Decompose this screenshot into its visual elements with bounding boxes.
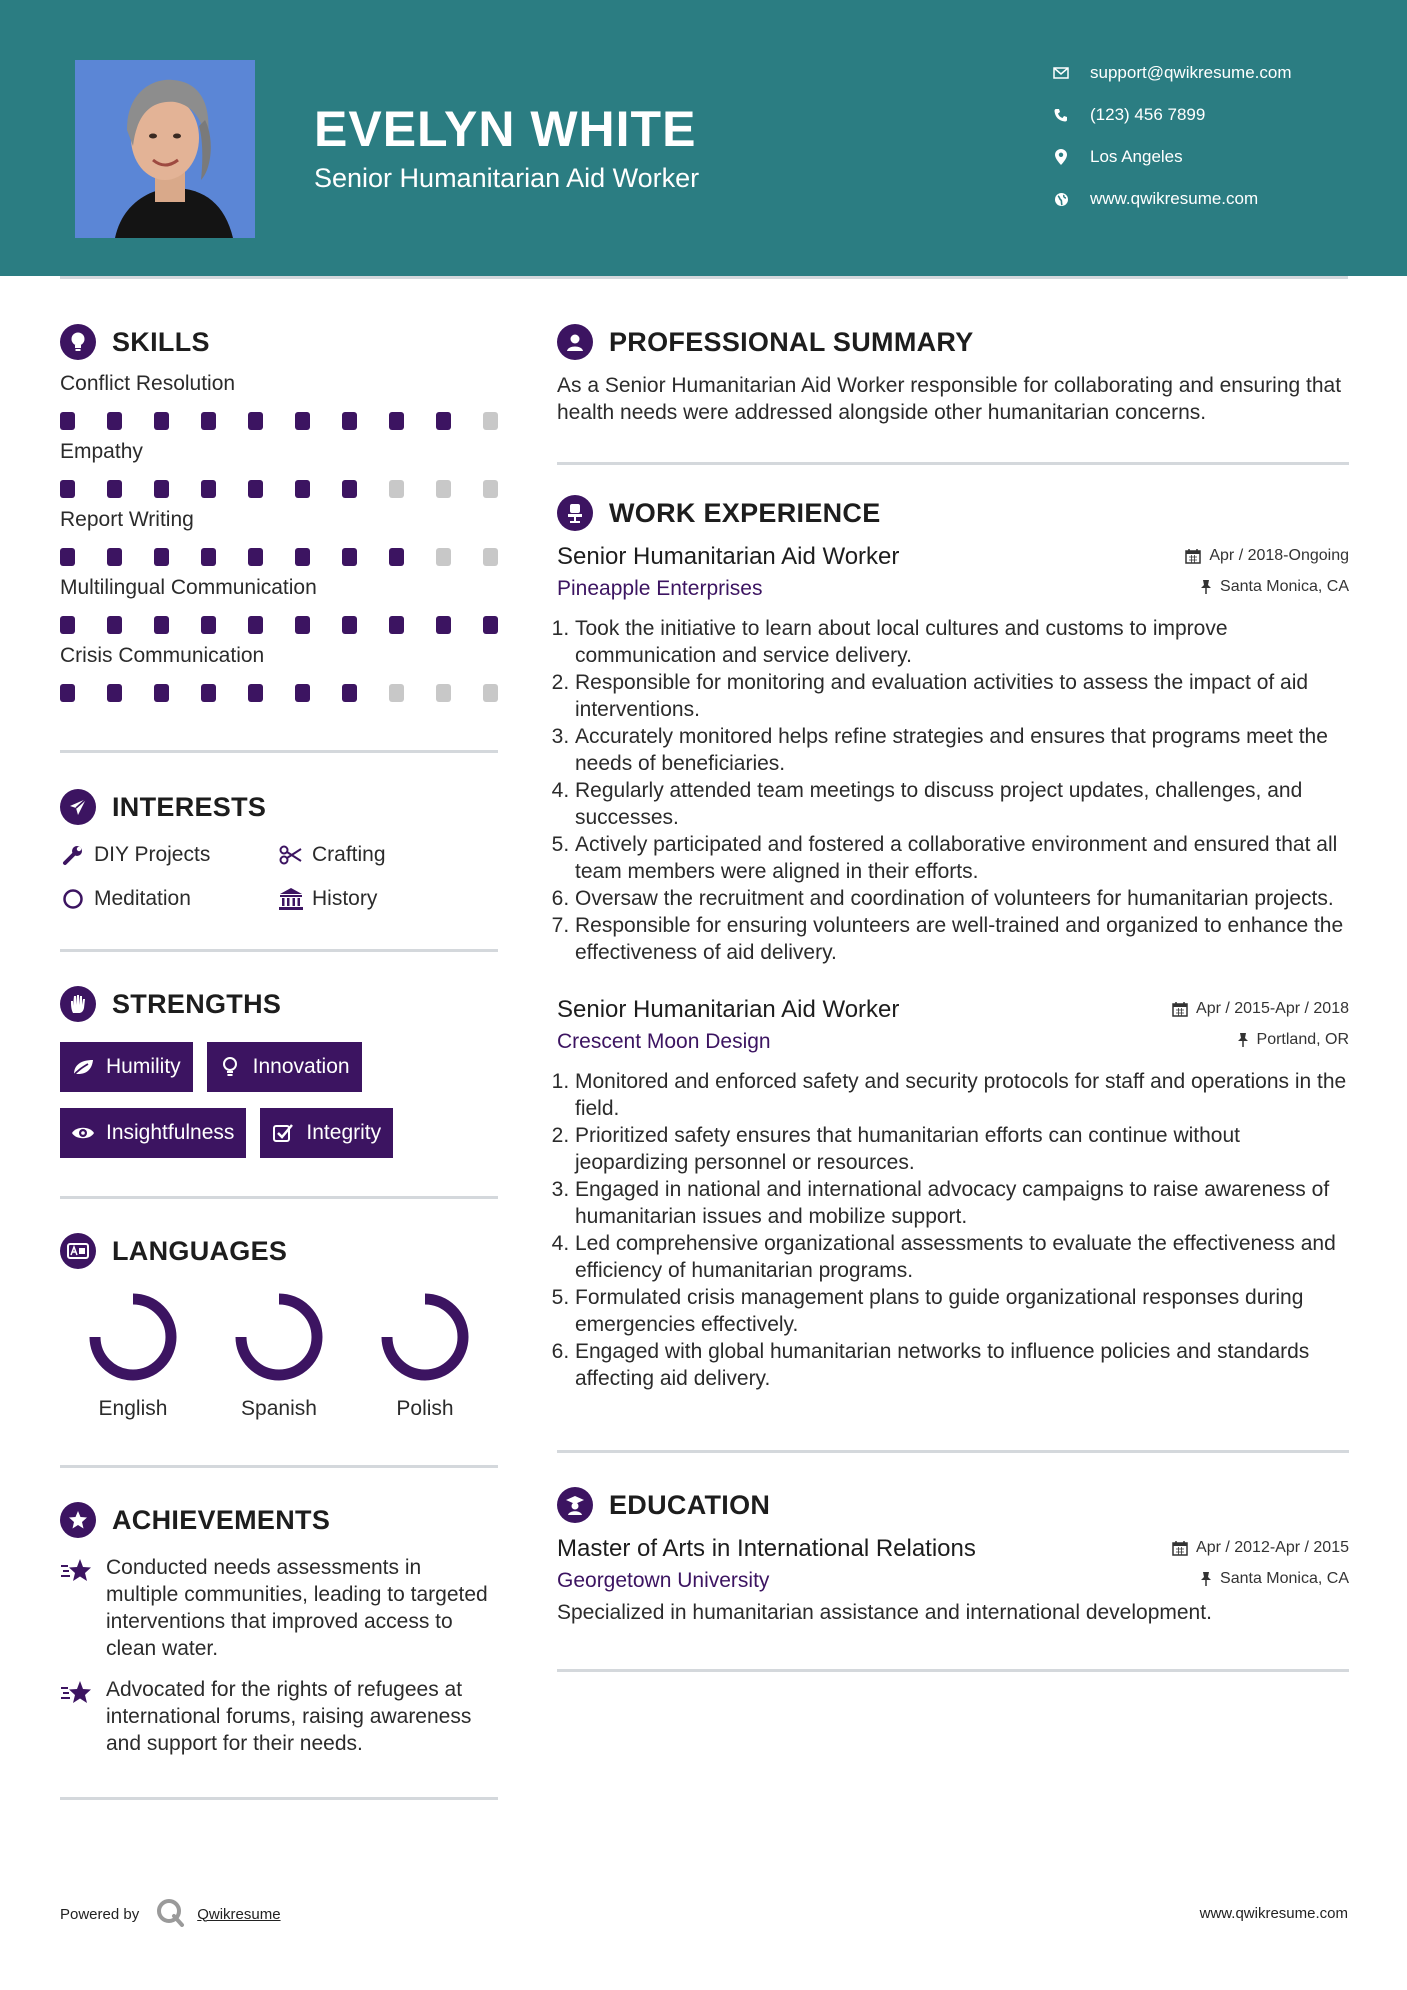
skill-rating xyxy=(60,412,498,432)
scissors-icon xyxy=(278,842,304,868)
job-header xyxy=(557,543,1349,571)
skill-dot-empty xyxy=(436,684,451,702)
contact-location-text: Los Angeles xyxy=(1090,147,1183,166)
education-entry xyxy=(557,1535,1349,1625)
contact-phone[interactable] xyxy=(1050,94,1380,136)
interest-item xyxy=(60,885,278,913)
achievement-text: Advocated for the rights of refugees at international forums, raising awareness and support for their needs. xyxy=(106,1678,472,1755)
skill-dot-filled xyxy=(60,412,75,430)
contact-phone-text: (123) 456 7899 xyxy=(1090,105,1206,124)
interests-section-header xyxy=(60,783,498,831)
skill-dot-filled xyxy=(107,480,122,498)
strengths-list xyxy=(60,1042,498,1158)
office-chair-icon xyxy=(557,495,593,531)
achievements-heading: ACHIEVEMENTS xyxy=(112,1504,331,1535)
star-icon xyxy=(60,1678,94,1708)
language-name: Spanish xyxy=(241,1397,317,1420)
candidate-title: Senior Humanitarian Aid Worker xyxy=(314,163,700,193)
job-subheader xyxy=(557,577,1349,601)
skill-dot-filled xyxy=(342,548,357,566)
star-icon xyxy=(60,1556,94,1586)
job-bullets xyxy=(557,615,1349,966)
job-bullet: 3. Accurately monitored helps refine strategies and ensures that programs meet the needs of beneficiaries. xyxy=(575,723,1349,777)
job-location xyxy=(1200,578,1349,596)
museum-icon xyxy=(278,886,304,912)
skill-dot-filled xyxy=(201,412,216,430)
interest-item xyxy=(278,885,498,913)
section-divider xyxy=(60,1797,498,1800)
interest-label: DIY Projects xyxy=(94,843,211,866)
achievement-item xyxy=(60,1554,498,1662)
section-divider xyxy=(60,750,498,753)
proficiency-arc xyxy=(241,1299,317,1375)
interest-label: Crafting xyxy=(312,843,386,866)
skill-name: Report Writing xyxy=(60,508,194,531)
paper-plane-icon xyxy=(60,789,96,825)
skill-rating xyxy=(60,548,498,568)
job-bullet: 5. Formulated crisis management plans to guide organizational responses during emergencies effectively. xyxy=(575,1284,1349,1338)
strength-tag xyxy=(60,1042,193,1092)
profile-photo xyxy=(75,60,255,238)
right-column xyxy=(557,318,1349,1672)
job-bullet: 3. Engaged in national and international advocacy campaigns to raise awareness of humanitarian issues and mobilize support. xyxy=(575,1176,1349,1230)
candidate-name: EVELYN WHITE xyxy=(314,101,697,157)
skill-dot-filled xyxy=(201,684,216,702)
job-bullet: 6. Engaged with global humanitarian networks to influence policies and standards affecting aid delivery. xyxy=(575,1338,1349,1392)
strength-label: Innovation xyxy=(252,1055,350,1078)
check-square-icon xyxy=(270,1120,296,1146)
skills-section-header xyxy=(60,318,498,366)
lightbulb-icon xyxy=(217,1054,243,1080)
footer-powered-by xyxy=(60,1897,281,1931)
skill-dot-filled xyxy=(389,616,404,634)
phone-icon xyxy=(1050,104,1072,126)
skill-dot-empty xyxy=(389,684,404,702)
education-heading: EDUCATION xyxy=(609,1489,771,1520)
skill-dot-filled xyxy=(295,684,310,702)
proficiency-arc xyxy=(95,1299,171,1375)
skill-dot-filled xyxy=(295,616,310,634)
job-bullet: 1. Monitored and enforced safety and security protocols for staff and operations in the field. xyxy=(575,1068,1349,1122)
education-location-text: Santa Monica, CA xyxy=(1220,1570,1349,1587)
interests-heading: INTERESTS xyxy=(112,791,267,822)
skill-dot-filled xyxy=(248,684,263,702)
interest-item xyxy=(60,841,278,869)
summary-section-header xyxy=(557,318,1349,366)
job-dates xyxy=(1172,1000,1349,1018)
job-bullet: 7. Responsible for ensuring volunteers are well-trained and organized to enhance the effectiveness of aid delivery. xyxy=(575,912,1349,966)
job-company: Pineapple Enterprises xyxy=(557,577,763,600)
interest-label: History xyxy=(312,887,378,910)
achievement-text: Conducted needs assessments in multiple communities, leading to targeted interventions that improved access to clean water. xyxy=(106,1556,488,1660)
skill-dot-empty xyxy=(436,480,451,498)
skill-dot-filled xyxy=(248,480,263,498)
skill-dot-filled xyxy=(295,548,310,566)
skill-dot-filled xyxy=(154,480,169,498)
skill-dot-filled xyxy=(389,412,404,430)
contact-website[interactable] xyxy=(1050,178,1380,220)
job-subheader xyxy=(557,1030,1349,1054)
education-subheader xyxy=(557,1569,1349,1593)
section-divider xyxy=(60,949,498,952)
skill-dot-filled xyxy=(154,412,169,430)
skill-dot-filled xyxy=(342,480,357,498)
language-name: Polish xyxy=(396,1397,454,1420)
skill-dot-filled xyxy=(248,548,263,566)
section-divider xyxy=(557,462,1349,465)
strength-tag xyxy=(260,1108,393,1158)
calendar-icon xyxy=(1172,1540,1188,1556)
skill-dot-filled xyxy=(154,684,169,702)
education-section-header xyxy=(557,1481,1349,1529)
contact-list xyxy=(1050,52,1380,220)
interests-list xyxy=(60,841,498,913)
skill-dot-filled xyxy=(60,684,75,702)
calendar-icon xyxy=(1172,1001,1188,1017)
qwikresume-link[interactable]: Qwikresume xyxy=(197,1905,281,1923)
skill-rating xyxy=(60,480,498,500)
education-location xyxy=(1200,1570,1349,1588)
job-location-text: Portland, OR xyxy=(1256,1031,1349,1048)
envelope-icon xyxy=(1050,62,1072,84)
skills-list xyxy=(60,372,498,704)
strength-label: Insightfulness xyxy=(106,1121,235,1144)
skill-dot-filled xyxy=(342,684,357,702)
skill-dot-filled xyxy=(295,480,310,498)
skill-dot-empty xyxy=(483,480,498,498)
job-bullet: 2. Prioritized safety ensures that humanitarian efforts can continue without jeopardizing personnel or resources. xyxy=(575,1122,1349,1176)
job-dates-text: Apr / 2018-Ongoing xyxy=(1209,547,1349,564)
graduate-icon xyxy=(557,1487,593,1523)
globe-icon xyxy=(1050,188,1072,210)
skill-rating xyxy=(60,616,498,636)
skill-dot-filled xyxy=(201,616,216,634)
skill-dot-empty xyxy=(483,412,498,430)
skill-dot-filled xyxy=(107,548,122,566)
job-bullet: 5. Actively participated and fostered a collaborative environment and ensured that all team members were aligned in their efforts. xyxy=(575,831,1349,885)
job-bullet: 2. Responsible for monitoring and evaluation activities to assess the impact of aid interventions. xyxy=(575,669,1349,723)
skill-dot-filled xyxy=(295,412,310,430)
job-dates xyxy=(1185,547,1349,565)
circle-icon xyxy=(60,886,86,912)
skill-dot-empty xyxy=(389,480,404,498)
skill-rating xyxy=(60,684,498,704)
education-school: Georgetown University xyxy=(557,1569,770,1592)
skill-name: Empathy xyxy=(60,440,143,463)
qwikresume-logo-icon xyxy=(155,1897,185,1931)
star-badge-icon xyxy=(60,1502,96,1538)
experience-section-header xyxy=(557,489,1349,537)
language-proficiency-ring xyxy=(85,1289,181,1385)
summary-heading: PROFESSIONAL SUMMARY xyxy=(609,326,974,357)
job-bullet: 4. Led comprehensive organizational assessments to evaluate the effectiveness and efficiency of humanitarian programs. xyxy=(575,1230,1349,1284)
skill-dot-filled xyxy=(201,480,216,498)
education-header xyxy=(557,1535,1349,1563)
left-column xyxy=(60,318,498,1800)
skill-name: Conflict Resolution xyxy=(60,372,236,395)
skill-dot-filled xyxy=(60,548,75,566)
footer-url[interactable]: www.qwikresume.com xyxy=(1199,1905,1348,1922)
job-bullet: 6. Oversaw the recruitment and coordination of volunteers for humanitarian projects. xyxy=(575,885,1349,912)
language-item xyxy=(352,1289,498,1421)
experience-heading: WORK EXPERIENCE xyxy=(609,497,881,528)
header-divider xyxy=(60,276,1348,279)
language-proficiency-ring xyxy=(377,1289,473,1385)
skill-dot-filled xyxy=(154,616,169,634)
section-divider xyxy=(60,1465,498,1468)
section-divider xyxy=(60,1196,498,1199)
language-name: English xyxy=(98,1397,168,1420)
skill-dot-filled xyxy=(342,616,357,634)
skill-dot-filled xyxy=(107,616,122,634)
interest-item xyxy=(278,841,498,869)
skill-dot-filled xyxy=(60,616,75,634)
languages-section-header xyxy=(60,1227,498,1275)
job-role: Senior Humanitarian Aid Worker xyxy=(557,996,900,1023)
education-dates-text: Apr / 2012-Apr / 2015 xyxy=(1196,1539,1349,1556)
pushpin-icon xyxy=(1200,579,1212,595)
pushpin-icon xyxy=(1200,1571,1212,1587)
strengths-section-header xyxy=(60,980,498,1028)
education-degree: Master of Arts in International Relations xyxy=(557,1535,976,1562)
job-entry xyxy=(557,543,1349,966)
contact-website-text: www.qwikresume.com xyxy=(1090,189,1259,208)
skill-dot-filled xyxy=(483,616,498,634)
job-bullets xyxy=(557,1068,1349,1392)
skill-name: Multilingual Communication xyxy=(60,576,317,599)
education-dates xyxy=(1172,1539,1349,1557)
skill-dot-filled xyxy=(107,684,122,702)
skill-dot-filled xyxy=(248,412,263,430)
strength-label: Humility xyxy=(106,1055,181,1078)
section-divider xyxy=(557,1669,1349,1672)
powered-by-label: Powered by xyxy=(60,1905,140,1923)
skill-dot-filled xyxy=(342,412,357,430)
job-company: Crescent Moon Design xyxy=(557,1030,771,1053)
pushpin-icon xyxy=(1237,1032,1249,1048)
summary-text: As a Senior Humanitarian Aid Worker responsible for collaborating and ensuring that health needs were addressed alongside other humanitarian concerns. xyxy=(557,374,1342,424)
header-banner xyxy=(0,0,1407,276)
languages-list xyxy=(60,1289,498,1421)
calendar-icon xyxy=(1185,548,1201,564)
job-header xyxy=(557,996,1349,1024)
strengths-heading: STRENGTHS xyxy=(112,988,282,1019)
job-role: Senior Humanitarian Aid Worker xyxy=(557,543,900,570)
skills-heading: SKILLS xyxy=(112,326,210,357)
skill-dot-filled xyxy=(201,548,216,566)
contact-location xyxy=(1050,136,1380,178)
skill-dot-filled xyxy=(389,548,404,566)
job-entry xyxy=(557,996,1349,1392)
education-description: Specialized in humanitarian assistance and international development. xyxy=(557,1601,1212,1624)
section-divider xyxy=(557,1450,1349,1453)
interest-label: Meditation xyxy=(94,887,191,910)
proficiency-arc xyxy=(387,1299,463,1375)
language-icon xyxy=(60,1233,96,1269)
skill-dot-filled xyxy=(436,412,451,430)
skill-dot-filled xyxy=(154,548,169,566)
skill-dot-empty xyxy=(483,684,498,702)
leaf-icon xyxy=(70,1054,96,1080)
lightbulb-icon xyxy=(60,324,96,360)
contact-email[interactable] xyxy=(1050,52,1380,94)
skill-name: Crisis Communication xyxy=(60,644,265,667)
job-location-text: Santa Monica, CA xyxy=(1220,578,1349,595)
skill-dot-filled xyxy=(436,616,451,634)
strength-tag xyxy=(207,1042,362,1092)
achievement-item xyxy=(60,1676,498,1757)
job-dates-text: Apr / 2015-Apr / 2018 xyxy=(1196,1000,1349,1017)
contact-email-text: support@qwikresume.com xyxy=(1090,63,1292,82)
eye-icon xyxy=(70,1120,96,1146)
languages-heading: LANGUAGES xyxy=(112,1235,288,1266)
job-bullet: 4. Regularly attended team meetings to discuss project updates, challenges, and successes. xyxy=(575,777,1349,831)
wrench-icon xyxy=(60,842,86,868)
job-location xyxy=(1237,1031,1349,1049)
job-bullet: 1. Took the initiative to learn about local cultures and customs to improve communication and service delivery. xyxy=(575,615,1349,669)
achievements-section-header xyxy=(60,1496,498,1544)
skill-dot-filled xyxy=(60,480,75,498)
location-pin-icon xyxy=(1050,146,1072,168)
strength-tag xyxy=(60,1108,246,1158)
skill-dot-filled xyxy=(248,616,263,634)
strength-label: Integrity xyxy=(306,1121,382,1144)
skill-dot-empty xyxy=(436,548,451,566)
skill-dot-empty xyxy=(483,548,498,566)
language-item xyxy=(60,1289,206,1421)
raised-hand-icon xyxy=(60,986,96,1022)
language-item xyxy=(206,1289,352,1421)
language-proficiency-ring xyxy=(231,1289,327,1385)
user-icon xyxy=(557,324,593,360)
skill-dot-filled xyxy=(107,412,122,430)
